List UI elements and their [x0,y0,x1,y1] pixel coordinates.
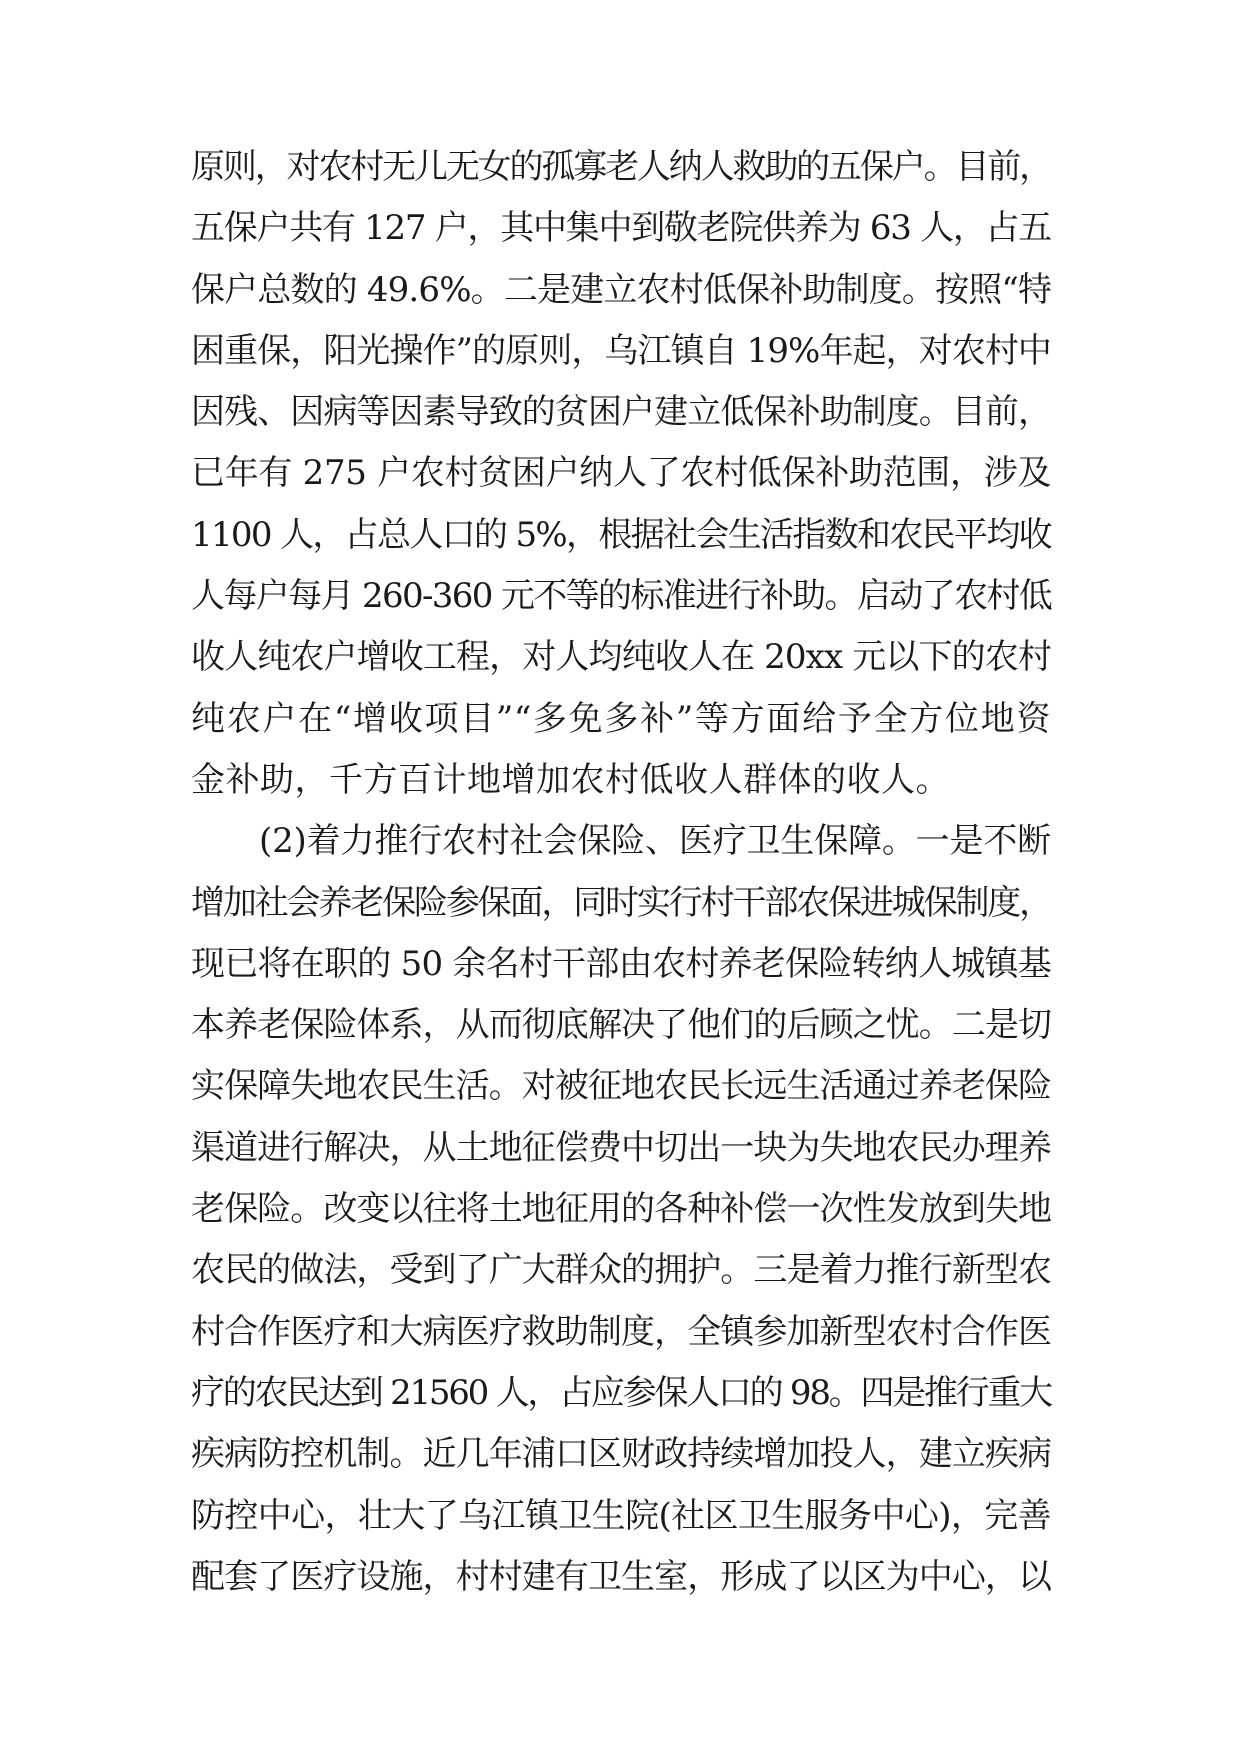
text-line: 原则，对农村无儿无女的孤寡老人纳人救助的五保户。目前， [191,147,1051,187]
text-line: 防控中心，壮大了乌江镇卫生院(社区卫生服务中心)，完善 [191,1495,1052,1536]
text-line: 村合作医疗和大病医疗救助制度，全镇参加新型农村合作医 [191,1311,1052,1352]
text-line: 纯农户在“增收项目”“多免多补”等方面给予全方位地资 [191,698,1051,739]
text-line: 因残、因病等因素导致的贫困户建立低保补助制度。目前， [191,392,1052,433]
text-line: 渠道进行解决，从土地征偿费中切出一块为失地农民办理养 [191,1127,1052,1168]
text-line: 五保户共有 127 户，其中集中到敬老院供养为 63 人，占五 [191,208,1052,249]
text-line: 农民的做法，受到了广大群众的拥护。三是着力推行新型农 [191,1250,1052,1291]
paragraph-start-line: (2)着力推行农村社会保险、医疗卫生保障。一是不断 [259,821,1051,862]
text-line: 现已将在职的 50 余名村干部由农村养老保险转纳人城镇基 [191,943,1051,984]
body-text [191,137,1051,1608]
text-line: 配套了医疗设施，村村建有卫生室，形成了以区为中心，以 [191,1556,1052,1597]
text-line: 增加社会养老保险参保面，同时实行村干部农保进城保制度， [191,882,1051,923]
text-line: 困重保，阳光操作”的原则，乌江镇自 19%年起，对农村中 [191,330,1051,371]
text-line: 已年有 275 户农村贫困户纳人了农村低保补助范围，涉及 [191,453,1052,494]
text-line: 疗的农民达到 21560 人，占应参保人口的 98。四是推行重大 [191,1372,1051,1413]
paragraph-end-line: 金补助，千方百计地增加农村低收人群体的收人。 [191,759,950,800]
text-line: 实保障失地农民生活。对被征地农民长远生活通过养老保险 [191,1066,1052,1107]
text-line: 老保险。改变以往将土地征用的各种补偿一次性发放到失地 [191,1189,1052,1230]
text-line: 人每户每月 260-360 元不等的标准进行补助。启动了农村低 [191,576,1052,617]
text-line: 收人纯农户增收工程，对人均纯收人在 20xx 元以下的农村 [191,637,1051,678]
text-line: 1100 人，占总人口的 5%，根据社会生活指数和农民平均收 [191,514,1051,555]
text-line: 本养老保险体系，从而彻底解决了他们的后顾之忧。二是切 [191,1005,1052,1046]
text-line: 疾病防控机制。近几年浦口区财政持续增加投人，建立疾病 [191,1434,1052,1475]
text-line: 保户总数的 49.6%。二是建立农村低保补助制度。按照“特 [191,269,1052,310]
